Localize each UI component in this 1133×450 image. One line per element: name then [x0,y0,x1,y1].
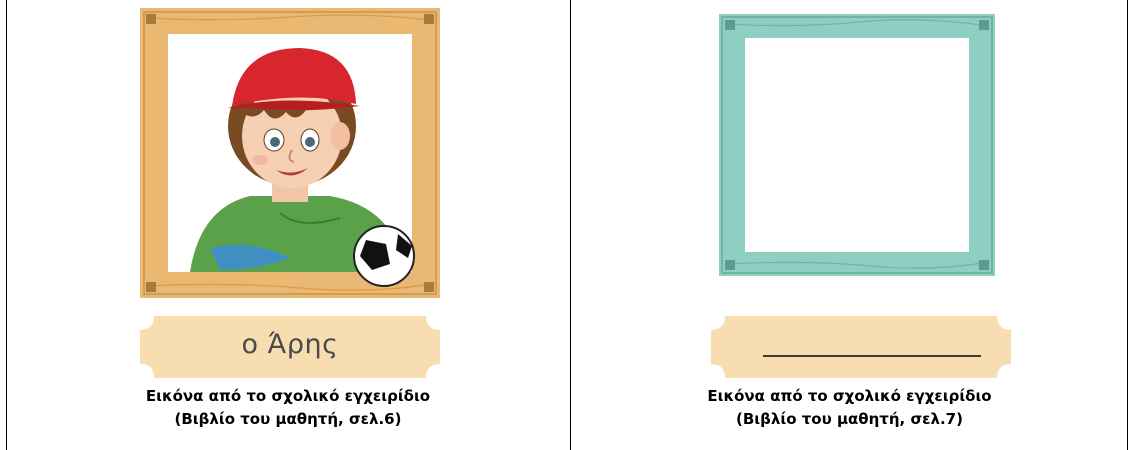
blank-name-banner [711,316,1011,378]
boy-portrait-frame [140,8,440,298]
caption-line-1: Εικόνα από το σχολικό εγχειρίδιο [707,387,992,405]
panel-right [571,0,1128,450]
empty-portrait-frame [719,14,995,276]
caption-line-2: (Βιβλίο του μαθητή, σελ.7) [736,410,963,428]
panel-left [6,0,570,450]
caption-left [6,385,570,431]
name-label: ο Άρης [241,329,339,360]
caption-line-1: Εικόνα από το σχολικό εγχειρίδιο [145,387,431,405]
caption-right [571,385,1128,431]
caption-line-2: (Βιβλίο του μαθητή, σελ.6) [174,410,402,428]
